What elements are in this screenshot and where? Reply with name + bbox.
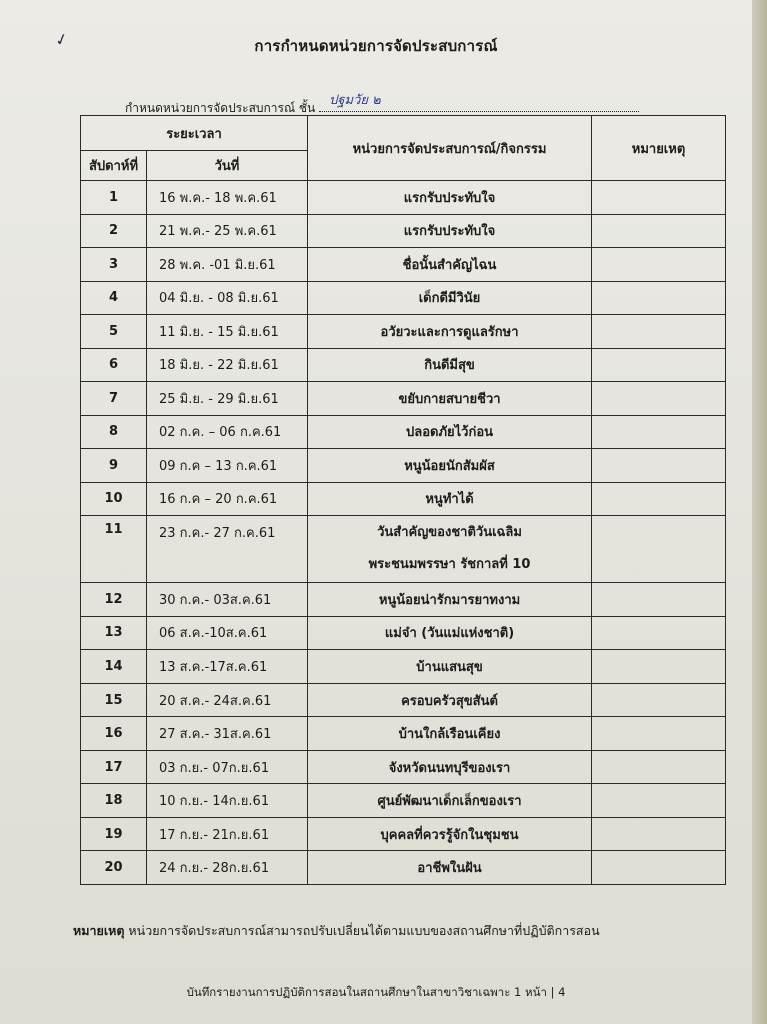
unit-cell: บ้านแสนสุข xyxy=(308,650,592,684)
date-range-cell: 25 มิ.ย. - 29 มิ.ย.61 xyxy=(147,382,308,416)
date-header: วันที่ xyxy=(147,151,308,181)
table-row xyxy=(81,616,726,650)
remark-cell xyxy=(592,214,726,248)
period-header: ระยะเวลา xyxy=(81,116,308,151)
date-range-cell: 03 ก.ย.- 07ก.ย.61 xyxy=(147,750,308,784)
table-row xyxy=(81,248,726,282)
table-row xyxy=(81,281,726,315)
table-row xyxy=(81,784,726,818)
week-number-cell: 8 xyxy=(81,415,147,449)
unit-cell: กินดีมีสุข xyxy=(308,348,592,382)
remark-cell xyxy=(592,181,726,215)
week-number-cell: 19 xyxy=(81,817,147,851)
table-row xyxy=(81,717,726,751)
pen-mark: ✓ xyxy=(52,28,71,51)
table-row xyxy=(81,851,726,885)
week-number-cell: 16 xyxy=(81,717,147,751)
footnote-label: หมายเหตุ xyxy=(73,923,125,938)
date-range-cell: 21 พ.ค.- 25 พ.ค.61 xyxy=(147,214,308,248)
date-range-cell: 11 มิ.ย. - 15 มิ.ย.61 xyxy=(147,315,308,349)
date-range-cell: 28 พ.ค. -01 มิ.ย.61 xyxy=(147,248,308,282)
unit-line: วันสำคัญของชาติวันเฉลิม xyxy=(377,525,522,541)
table-row xyxy=(81,516,726,583)
remark-cell xyxy=(592,817,726,851)
remark-cell xyxy=(592,482,726,516)
handwritten-class-level: ปฐมวัย ๒ xyxy=(329,93,381,108)
remark-cell xyxy=(592,750,726,784)
remark-cell xyxy=(592,851,726,885)
date-range-cell: 23 ก.ค.- 27 ก.ค.61 xyxy=(147,516,308,583)
table-row xyxy=(81,650,726,684)
unit-cell: ครอบครัวสุขสันต์ xyxy=(308,683,592,717)
week-number-cell: 17 xyxy=(81,750,147,784)
table-row xyxy=(81,750,726,784)
table-row xyxy=(81,683,726,717)
date-range-cell: 18 มิ.ย. - 22 มิ.ย.61 xyxy=(147,348,308,382)
footnote-text: หน่วยการจัดประสบการณ์สามารถปรับเปลี่ยนได้ตามแบบของสถานศึกษาที่ปฏิบัติการสอน xyxy=(124,923,600,938)
unit-cell: จังหวัดนนทบุรีของเรา xyxy=(308,750,592,784)
unit-cell: แม่จ๋า (วันแม่แห่งชาติ) xyxy=(308,616,592,650)
remark-cell xyxy=(592,717,726,751)
date-range-cell: 16 พ.ค.- 18 พ.ค.61 xyxy=(147,181,308,215)
date-range-cell: 27 ส.ค.- 31ส.ค.61 xyxy=(147,717,308,751)
table-row xyxy=(81,181,726,215)
unit-cell: อวัยวะและการดูแลรักษา xyxy=(308,315,592,349)
unit-cell: หนูน้อยน่ารักมารยาทงาม xyxy=(308,583,592,617)
date-range-cell: 13 ส.ค.-17ส.ค.61 xyxy=(147,650,308,684)
unit-cell: ชื่อนั้นสำคัญไฉน xyxy=(308,248,592,282)
date-range-cell: 17 ก.ย.- 21ก.ย.61 xyxy=(147,817,308,851)
remark-cell xyxy=(592,650,726,684)
table-row xyxy=(81,415,726,449)
unit-cell: ปลอดภัยไว้ก่อน xyxy=(308,415,592,449)
week-number-cell: 1 xyxy=(81,181,147,215)
date-range-cell: 20 ส.ค.- 24ส.ค.61 xyxy=(147,683,308,717)
table-header-row xyxy=(81,116,726,151)
unit-line: พระชนมพรรษา รัชกาลที่ 10 xyxy=(368,557,531,573)
table-row xyxy=(81,382,726,416)
remark-header: หมายเหตุ xyxy=(592,116,726,181)
schedule-table xyxy=(80,115,726,885)
table-row xyxy=(81,817,726,851)
table-row xyxy=(81,348,726,382)
week-number-cell: 11 xyxy=(81,516,147,583)
unit-cell: หนูทำได้ xyxy=(308,482,592,516)
week-number-cell: 13 xyxy=(81,616,147,650)
unit-cell: ศูนย์พัฒนาเด็กเล็กของเรา xyxy=(308,784,592,818)
date-range-cell: 24 ก.ย.- 28ก.ย.61 xyxy=(147,851,308,885)
remark-cell xyxy=(592,348,726,382)
remark-cell xyxy=(592,415,726,449)
page-edge xyxy=(752,0,767,1024)
unit-cell: แรกรับประทับใจ xyxy=(308,214,592,248)
week-number-cell: 2 xyxy=(81,214,147,248)
table-row xyxy=(81,482,726,516)
remark-cell xyxy=(592,449,726,483)
class-level-label: กำหนดหน่วยการจัดประสบการณ์ ชั้น xyxy=(125,101,316,115)
date-range-cell: 06 ส.ค.-10ส.ค.61 xyxy=(147,616,308,650)
week-number-cell: 14 xyxy=(81,650,147,684)
week-number-cell: 9 xyxy=(81,449,147,483)
class-level-dotted-line xyxy=(319,93,639,112)
unit-cell: อาชีพในฝัน xyxy=(308,851,592,885)
table-row xyxy=(81,583,726,617)
date-range-cell: 04 มิ.ย. - 08 มิ.ย.61 xyxy=(147,281,308,315)
week-number-cell: 18 xyxy=(81,784,147,818)
page-footer: บันทึกรายงานการปฏิบัติการสอนในสถานศึกษาในสาขาวิชาเฉพาะ 1 หน้า | 4 xyxy=(186,985,566,999)
table-row xyxy=(81,449,726,483)
week-number-cell: 5 xyxy=(81,315,147,349)
remark-cell xyxy=(592,616,726,650)
date-range-cell: 16 ก.ค – 20 ก.ค.61 xyxy=(147,482,308,516)
remark-cell xyxy=(592,683,726,717)
remark-cell xyxy=(592,281,726,315)
date-range-cell: 09 ก.ค – 13 ก.ค.61 xyxy=(147,449,308,483)
remark-cell xyxy=(592,315,726,349)
unit-cell: เด็กดีมีวินัย xyxy=(308,281,592,315)
week-number-cell: 15 xyxy=(81,683,147,717)
week-number-cell: 7 xyxy=(81,382,147,416)
unit-cell xyxy=(308,516,592,583)
week-number-cell: 20 xyxy=(81,851,147,885)
footnote xyxy=(73,921,600,941)
unit-cell: บ้านใกล้เรือนเคียง xyxy=(308,717,592,751)
week-number-cell: 6 xyxy=(81,348,147,382)
remark-cell xyxy=(592,248,726,282)
unit-cell: หนูน้อยนักสัมผัส xyxy=(308,449,592,483)
unit-cell: บุคคลที่ควรรู้จักในชุมชน xyxy=(308,817,592,851)
remark-cell xyxy=(592,516,726,583)
week-number-cell: 4 xyxy=(81,281,147,315)
unit-header: หน่วยการจัดประสบการณ์/กิจกรรม xyxy=(308,116,592,181)
table-row xyxy=(81,214,726,248)
remark-cell xyxy=(592,784,726,818)
unit-cell: ขยับกายสบายชีวา xyxy=(308,382,592,416)
week-number-cell: 10 xyxy=(81,482,147,516)
date-range-cell: 02 ก.ค. – 06 ก.ค.61 xyxy=(147,415,308,449)
week-number-cell: 12 xyxy=(81,583,147,617)
remark-cell xyxy=(592,382,726,416)
table-row xyxy=(81,315,726,349)
unit-cell: แรกรับประทับใจ xyxy=(308,181,592,215)
week-header: สัปดาห์ที่ xyxy=(81,151,147,181)
remark-cell xyxy=(592,583,726,617)
page-title: การกำหนดหน่วยการจัดประสบการณ์ xyxy=(254,37,498,55)
date-range-cell: 10 ก.ย.- 14ก.ย.61 xyxy=(147,784,308,818)
week-number-cell: 3 xyxy=(81,248,147,282)
date-range-cell: 30 ก.ค.- 03ส.ค.61 xyxy=(147,583,308,617)
